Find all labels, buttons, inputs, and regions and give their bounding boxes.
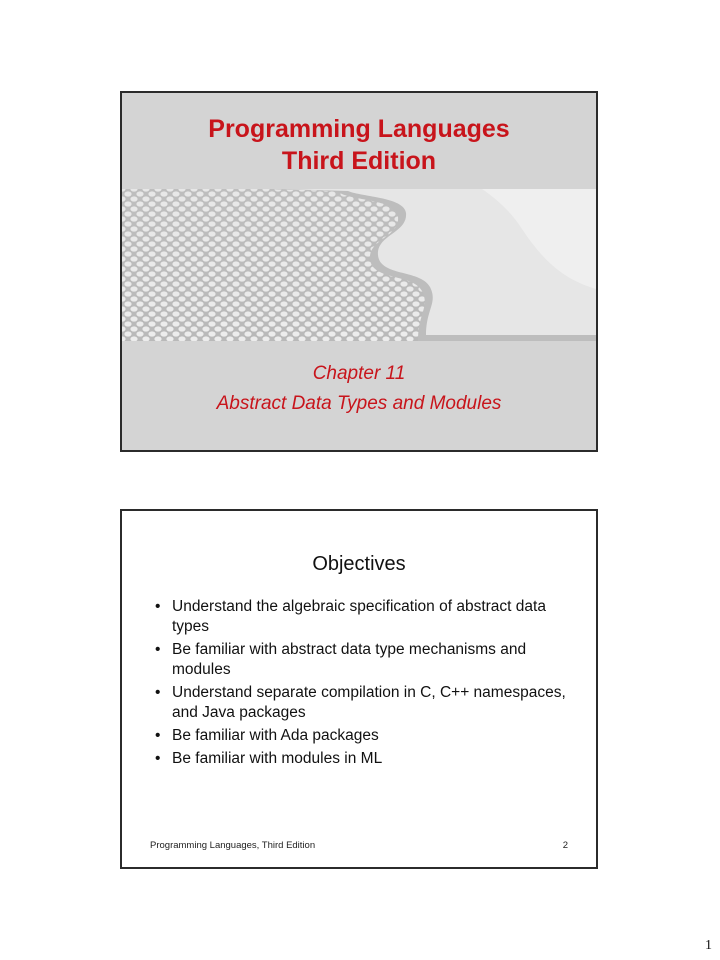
slide-number: 2 (562, 840, 568, 851)
bullet-icon: • (155, 750, 161, 767)
objectives-slide (120, 509, 598, 869)
title-line-2: Third Edition (281, 147, 437, 175)
list-item: • Be familiar with Ada packages (155, 727, 379, 744)
slide-footer (150, 840, 568, 851)
bullet-icon: • (155, 598, 161, 615)
list-item: • Understand the algebraic specification of abstract data types (155, 598, 546, 635)
chapter-title: Abstract Data Types and Modules (216, 393, 502, 414)
list-item: • Be familiar with abstract data type mechanisms and modules (155, 641, 527, 678)
footer-text: Programming Languages, Third Edition (150, 840, 316, 851)
slide-subtitle (122, 359, 596, 419)
page-number: 1 (705, 938, 712, 953)
slide-title: Objectives (312, 553, 406, 575)
bullet-icon: • (155, 727, 161, 744)
bullet-icon: • (155, 641, 161, 658)
title-line-1: Programming Languages (208, 115, 510, 143)
title-slide (120, 91, 598, 452)
list-item: • Be familiar with modules in ML (155, 750, 383, 767)
chapter-label: Chapter 11 (312, 363, 406, 384)
bullet-icon: • (155, 684, 161, 701)
slide-title (122, 113, 596, 177)
objectives-list (152, 597, 572, 772)
list-item: • Understand separate compilation in C, C++ namespaces, and Java packages (155, 684, 566, 721)
puzzle-pieces-icon (122, 189, 596, 341)
